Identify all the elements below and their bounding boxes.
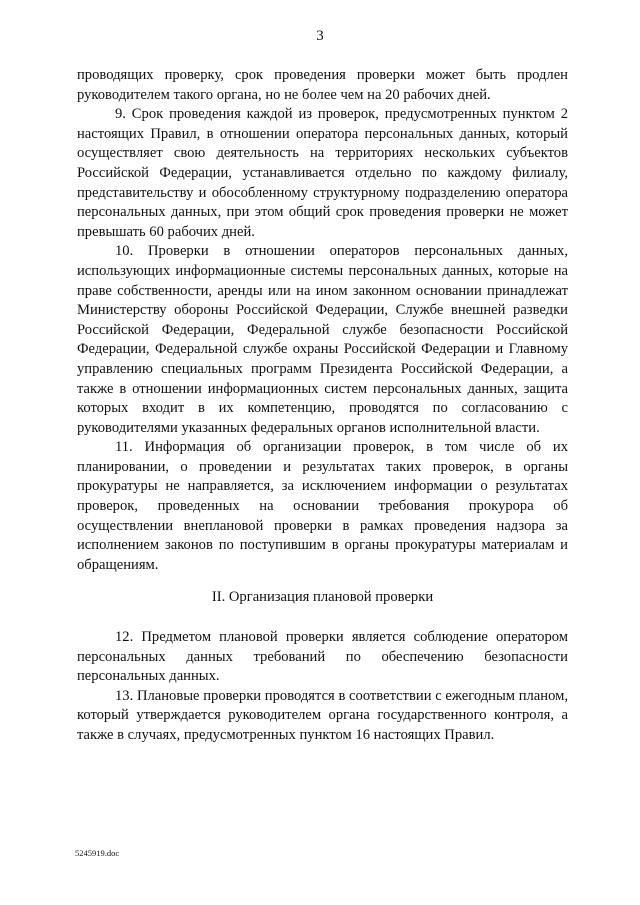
page-number: 3 — [316, 28, 324, 44]
section-heading: II. Организация плановой проверки — [211, 589, 434, 606]
paragraph-11: 11. Информация об организации проверок, в том числе об их планировании, о проведении и результатах таких проверок, в органы прокуратуры не направляется, за исключением информации о результатах проверок, проведенных на основании требования прокурора об осуществлении внеплановой проверки в рамках проведения надзора за исполнением законов по поступившим в органы прокуратуры материалам и обращениям. — [77, 439, 568, 573]
paragraph-13: 13. Плановые проверки проводятся в соответствии с ежегодным планом, который утверждается руководителем органа государственного контроля, а также в случаях, предусмотренных пунктом 16 настоящих Правил. — [77, 687, 568, 743]
document-code: 5245919.doc — [75, 848, 120, 858]
paragraph-10: 10. Проверки в отношении операторов персональных данных, использующих информационные системы персональных данных, которые на праве собственности, аренды или на ином законном основании принадлежат Министерству обороны Российской Федерации, Службе внешней разведки Российской Федерации, Федеральной службе безопасности Российской Федерации, Федеральной службе охраны Российской Федерации и Главному управлению специальных программ Президента Российской Федерации, а также в отношении информационных систем персональных данных, защита которых входит в их компетенцию, проводятся по согласованию с руководителями указанных федеральных органов исполнительной власти. — [77, 243, 568, 436]
paragraph-continuation: проводящих проверку, срок проведения проверки может быть продлен руководителем такого органа, но не более чем на 20 рабочих дней. — [77, 67, 568, 103]
document-body — [77, 66, 568, 746]
paragraph-12: 12. Предметом плановой проверки является соблюдение оператором персональных данных требований по обеспечению безопасности персональных данных. — [77, 629, 568, 685]
paragraph-9: 9. Срок проведения каждой из проверок, предусмотренных пунктом 2 настоящих Правил, в отношении оператора персональных данных, который осуществляет свою деятельность на территориях нескольких субъектов Российской Федерации, устанавливается отдельно по каждому филиалу, представительству и обособленному структурному подразделению оператора персональных данных, при этом общий срок проведения проверки не может превышать 60 рабочих дней. — [77, 106, 568, 240]
